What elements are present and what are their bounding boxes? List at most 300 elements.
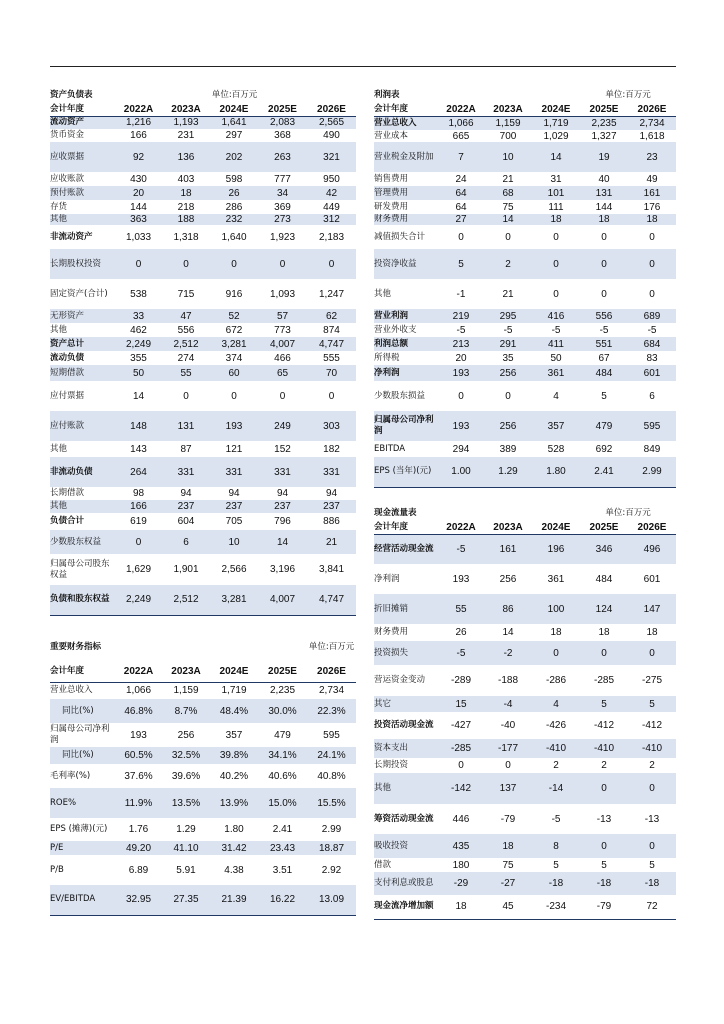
row-value: 604	[177, 516, 195, 527]
year-header: 2025E	[258, 662, 307, 682]
unit-label: 单位:百万元	[308, 641, 355, 652]
row-value: 346	[580, 534, 628, 564]
row-value: 0	[458, 390, 464, 402]
year-header: 2023A	[162, 103, 210, 116]
row-value: 295	[484, 309, 532, 323]
row-value: 31.42	[210, 841, 258, 855]
row-value: 416	[532, 309, 580, 323]
row-label: 其他	[50, 324, 68, 335]
row-value: 137	[484, 773, 532, 804]
table-row	[50, 411, 356, 441]
row-label: 经营活动现金流	[374, 534, 438, 564]
row-value: 462	[130, 324, 147, 336]
row-value: 98	[132, 488, 145, 499]
row-value: 700	[499, 130, 517, 142]
table-row	[374, 200, 676, 214]
row-value: 50	[550, 352, 562, 364]
row-value: 294	[452, 443, 470, 455]
row-value: 193	[438, 365, 484, 381]
row-label: 利润总额	[374, 337, 438, 351]
row-value: 237	[307, 500, 356, 513]
row-value: -285	[594, 675, 615, 686]
header-row	[374, 521, 676, 534]
row-value: 0	[231, 390, 237, 402]
row-value: 0	[649, 288, 655, 300]
row-value: 256	[499, 573, 517, 585]
table-row	[374, 249, 676, 279]
row-value: -412	[642, 720, 663, 731]
row-value: -5	[438, 534, 484, 564]
row-label: 管理费用	[374, 186, 438, 200]
row-label: 归属母公司净利润	[374, 411, 438, 441]
row-value: 1,618	[639, 130, 665, 142]
row-label: 应收账款	[50, 173, 85, 184]
row-value: 46.8%	[115, 699, 162, 723]
table-row	[374, 624, 676, 641]
row-label: 现金流净增加额	[374, 895, 438, 919]
row-value: 4,007	[258, 585, 307, 615]
row-value: 143	[130, 443, 147, 455]
row-value: 14	[502, 627, 514, 638]
table-row	[374, 279, 676, 309]
row-value: 715	[177, 288, 195, 300]
row-value: 219	[438, 309, 484, 323]
table-title-row	[374, 506, 676, 521]
row-label: 归属母公司净利润	[50, 724, 110, 745]
row-value: 148	[115, 411, 162, 441]
row-value: 14	[532, 142, 580, 172]
row-value: 0	[580, 641, 628, 665]
row-label: P/B	[50, 864, 64, 875]
row-value: 202	[210, 142, 258, 172]
row-value: 34	[258, 186, 307, 200]
row-label: 负债合计	[50, 516, 85, 526]
table-row	[50, 116, 356, 129]
row-label: 负债和股东权益	[50, 585, 115, 615]
row-label: 销售费用	[374, 173, 409, 184]
row-value: 39.8%	[210, 747, 258, 764]
row-value: 0	[532, 249, 580, 279]
row-value: 2.92	[321, 864, 342, 876]
table-row	[374, 834, 676, 858]
row-label: 借款	[374, 859, 392, 870]
row-label: 其他	[50, 443, 68, 454]
table-row	[374, 739, 676, 758]
row-value: 27	[438, 214, 484, 225]
table-row	[374, 323, 676, 337]
row-value: -285	[438, 739, 484, 758]
row-value: 193	[130, 729, 147, 741]
table-row	[374, 186, 676, 200]
row-value: 23.43	[258, 841, 307, 855]
row-value: 369	[274, 201, 291, 213]
row-value: 94	[228, 488, 240, 499]
row-value: 83	[646, 352, 658, 364]
row-label: P/E	[50, 841, 115, 855]
table-title-row	[50, 632, 356, 662]
row-label: 无形资产	[50, 309, 115, 323]
row-value: 64	[455, 201, 467, 213]
row-value: 2.41	[272, 824, 293, 835]
year-header: 2025E	[580, 521, 628, 534]
table-row	[374, 381, 676, 411]
header-row	[50, 103, 356, 116]
row-value: 18	[162, 186, 210, 200]
row-value: 2	[601, 760, 607, 771]
row-value: 2.99	[321, 824, 342, 835]
row-value: -18	[580, 872, 628, 895]
row-value: 64	[438, 186, 484, 200]
table-row	[374, 225, 676, 249]
table-title: 利润表	[374, 90, 400, 100]
row-label: 资产总计	[50, 337, 115, 351]
row-value: 60.5%	[115, 747, 162, 764]
row-value: 2,565	[307, 116, 356, 129]
year-header: 2025E	[580, 103, 628, 116]
row-value: 1,066	[438, 116, 484, 130]
row-label: 营业外收支	[374, 324, 417, 335]
row-value: 0	[258, 249, 307, 279]
row-value: 355	[130, 352, 147, 364]
table-row	[374, 773, 676, 804]
row-value: 10	[210, 530, 258, 554]
row-label: 减值损失合计	[374, 231, 426, 242]
row-value: 21.39	[210, 885, 258, 915]
table-row	[374, 457, 676, 487]
row-value: 18	[438, 895, 484, 919]
row-value: 2	[484, 249, 532, 279]
row-value: -4	[484, 696, 532, 712]
row-value: 0	[505, 231, 511, 243]
table-row	[374, 564, 676, 594]
row-value: 18	[550, 627, 562, 638]
row-value: -13	[644, 813, 660, 825]
row-value: 72	[628, 895, 676, 919]
row-value: 2,183	[319, 231, 345, 243]
row-value: 237	[258, 500, 307, 513]
table-row	[374, 895, 676, 919]
row-value: 40.2%	[219, 770, 249, 782]
row-value: 249	[258, 411, 307, 441]
row-value: 111	[548, 201, 564, 213]
row-label: 同比(%)	[50, 747, 115, 764]
row-value: 363	[115, 214, 162, 225]
year-header: 2022A	[115, 103, 162, 116]
row-value: 2,235	[580, 116, 628, 130]
row-value: 2.99	[628, 457, 676, 487]
row-value: 4.38	[224, 864, 244, 876]
row-value: 39.6%	[171, 770, 201, 782]
row-label: 长期借款	[50, 488, 85, 498]
row-value: 256	[177, 729, 195, 741]
row-value: 18	[598, 627, 610, 638]
row-value: 7	[438, 142, 484, 172]
row-label: 支付利息或股息	[374, 872, 438, 895]
row-value: 446	[452, 813, 470, 825]
table-row	[50, 855, 356, 885]
row-value: -27	[484, 872, 532, 895]
row-label: 营业总收入	[50, 685, 93, 696]
row-value: 40.6%	[268, 770, 297, 782]
row-value: 1,216	[115, 116, 162, 129]
row-value: 256	[484, 411, 532, 441]
row-label: 应收票据	[50, 142, 115, 172]
row-value: 49.20	[115, 841, 162, 855]
row-value: 166	[130, 130, 147, 141]
row-value: 3,281	[210, 337, 258, 351]
row-value: 692	[595, 443, 613, 455]
table-row	[50, 214, 356, 225]
row-value: -79	[580, 895, 628, 919]
row-value: 65	[258, 365, 307, 381]
row-value: 19	[580, 142, 628, 172]
table-row	[50, 530, 356, 554]
row-value: 231	[177, 130, 195, 141]
header-label: 会计年度	[374, 103, 438, 116]
row-value: 8.7%	[162, 699, 210, 723]
table-title: 现金流量表	[374, 508, 417, 518]
table-row	[374, 351, 676, 365]
year-header: 2024E	[210, 103, 258, 116]
table-row	[374, 712, 676, 739]
row-value: -79	[500, 813, 516, 825]
row-value: 273	[258, 214, 307, 225]
row-value: 368	[274, 130, 291, 141]
row-label: 应付账款	[50, 411, 115, 441]
row-value: 237	[162, 500, 210, 513]
row-value: -234	[532, 895, 580, 919]
row-value: 32.5%	[162, 747, 210, 764]
row-value: -188	[498, 675, 519, 686]
table-row	[374, 411, 676, 441]
row-value: 136	[162, 142, 210, 172]
row-value: 144	[595, 201, 613, 213]
cash-flow-table	[374, 506, 676, 920]
row-value: 430	[130, 173, 147, 185]
row-value: 0	[532, 641, 580, 665]
row-value: 403	[177, 173, 195, 185]
row-value: -410	[532, 739, 580, 758]
row-value: 0	[628, 773, 676, 804]
row-value: 264	[115, 457, 162, 487]
row-value: 601	[628, 365, 676, 381]
table-row	[50, 337, 356, 351]
row-label: 其他	[50, 500, 115, 513]
row-value: -427	[451, 720, 472, 731]
row-value: 18	[646, 627, 658, 638]
row-label: 非流动资产	[50, 231, 93, 242]
row-value: -18	[532, 872, 580, 895]
row-value: -410	[628, 739, 676, 758]
row-value: 182	[323, 443, 340, 455]
table-row	[50, 279, 356, 309]
row-value: 0	[115, 530, 162, 554]
header-row	[50, 662, 356, 682]
row-value: 24	[455, 173, 467, 185]
row-value: 595	[323, 729, 340, 741]
row-value: 1,923	[270, 231, 296, 243]
year-header: 2024E	[532, 521, 580, 534]
row-value: 331	[258, 457, 307, 487]
row-value: 232	[210, 214, 258, 225]
row-value: 1.29	[176, 824, 196, 835]
row-value: 10	[484, 142, 532, 172]
row-value: -5	[647, 324, 657, 336]
table-row	[374, 172, 676, 186]
row-value: 0	[210, 249, 258, 279]
table-row	[50, 129, 356, 142]
table-row	[50, 441, 356, 457]
row-value: -1	[456, 288, 466, 300]
row-label: 资本支出	[374, 739, 438, 758]
row-value: 950	[323, 173, 340, 185]
table-row	[374, 641, 676, 665]
row-value: 0	[580, 249, 628, 279]
row-value: 773	[274, 324, 291, 336]
row-value: 0	[628, 249, 676, 279]
row-value: 42	[307, 186, 356, 200]
row-value: 484	[580, 365, 628, 381]
row-value: 13.09	[307, 885, 356, 915]
row-value: 15.0%	[258, 788, 307, 818]
row-value: 0	[183, 390, 189, 402]
row-value: 2.41	[580, 457, 628, 487]
row-value: 551	[580, 337, 628, 351]
row-label: 其它	[374, 696, 438, 712]
row-value: 1,629	[125, 564, 152, 575]
table-row	[50, 788, 356, 818]
row-label: 非流动负债	[50, 457, 115, 487]
row-value: 331	[307, 457, 356, 487]
row-value: 0	[649, 231, 655, 243]
row-value: 598	[225, 173, 243, 185]
table-title: 资产负债表	[50, 90, 93, 100]
row-value: 86	[484, 594, 532, 624]
row-value: 144	[130, 201, 147, 213]
row-value: 27.35	[162, 885, 210, 915]
unit-label: 单位:百万元	[605, 508, 651, 518]
row-value: 0	[553, 231, 559, 243]
row-value: 87	[180, 443, 192, 455]
table-row	[50, 841, 356, 855]
table-row	[50, 699, 356, 723]
row-value: 297	[225, 130, 243, 141]
row-value: 47	[162, 309, 210, 323]
row-value: 166	[115, 500, 162, 513]
row-value: 21	[307, 530, 356, 554]
row-label: EBITDA	[374, 443, 406, 454]
row-value: 33	[115, 309, 162, 323]
row-value: 274	[177, 352, 195, 364]
row-value: 2,249	[115, 585, 162, 615]
row-value: 490	[323, 130, 340, 141]
row-label: 营运资金变动	[374, 675, 426, 685]
row-value: 1,193	[162, 116, 210, 129]
row-value: -5	[551, 324, 561, 336]
row-value: 16.22	[258, 885, 307, 915]
row-label: 毛利率(%)	[50, 770, 91, 781]
row-value: 0	[162, 249, 210, 279]
year-header: 2026E	[307, 103, 356, 116]
row-value: 131	[580, 186, 628, 200]
row-value: 26	[455, 627, 467, 638]
table-row	[374, 758, 676, 773]
row-value: 2	[553, 760, 559, 771]
row-label: ROE%	[50, 788, 115, 818]
row-value: 321	[307, 142, 356, 172]
row-value: 2,734	[319, 685, 345, 697]
row-value: -5	[599, 324, 609, 336]
row-value: 70	[307, 365, 356, 381]
row-label: 净利润	[374, 365, 438, 381]
table-row	[50, 513, 356, 530]
row-value: 124	[580, 594, 628, 624]
row-value: 665	[452, 130, 470, 142]
row-value: 2,512	[162, 585, 210, 615]
row-value: 1,029	[543, 130, 569, 142]
row-value: 0	[628, 641, 676, 665]
year-header: 2024E	[532, 103, 580, 116]
row-value: 23	[628, 142, 676, 172]
row-value: 286	[225, 201, 243, 213]
row-label: 少数股东损益	[374, 390, 426, 401]
row-label: 折旧摊销	[374, 594, 438, 624]
year-header: 2022A	[115, 662, 162, 682]
header-label: 会计年度	[374, 521, 438, 534]
row-value: 67	[598, 352, 610, 364]
row-value: 14	[484, 214, 532, 225]
table-row	[50, 172, 356, 186]
row-value: -14	[532, 773, 580, 804]
row-value: 50	[115, 365, 162, 381]
row-value: 556	[580, 309, 628, 323]
row-value: 2,734	[628, 116, 676, 130]
row-value: -286	[546, 675, 567, 686]
row-value: 1,066	[125, 685, 152, 697]
year-header: 2026E	[628, 521, 676, 534]
row-value: 263	[258, 142, 307, 172]
row-value: -5	[456, 324, 466, 336]
table-row	[374, 309, 676, 323]
row-value: 94	[180, 488, 192, 499]
row-value: 331	[210, 457, 258, 487]
table-row	[50, 200, 356, 214]
row-value: 52	[210, 309, 258, 323]
row-value: 3,841	[319, 564, 345, 575]
row-value: 2,083	[258, 116, 307, 129]
table-title-row	[50, 88, 356, 103]
row-value: 131	[162, 411, 210, 441]
row-value: 15	[438, 696, 484, 712]
table-row	[50, 487, 356, 500]
row-value: 26	[210, 186, 258, 200]
year-header: 2023A	[162, 662, 210, 682]
row-value: 1.80	[224, 824, 244, 835]
row-value: 357	[532, 411, 580, 441]
row-value: 75	[502, 859, 514, 871]
row-value: 40	[598, 173, 610, 185]
row-value: 48.4%	[210, 699, 258, 723]
row-value: 1,033	[125, 231, 152, 243]
unit-label: 单位:百万元	[605, 90, 651, 100]
row-value: 312	[307, 214, 356, 225]
row-value: 496	[628, 534, 676, 564]
table-row	[374, 130, 676, 142]
table-title-row	[374, 88, 676, 103]
table-row	[50, 764, 356, 788]
row-value: -5	[503, 324, 513, 336]
row-value: -426	[546, 720, 567, 731]
